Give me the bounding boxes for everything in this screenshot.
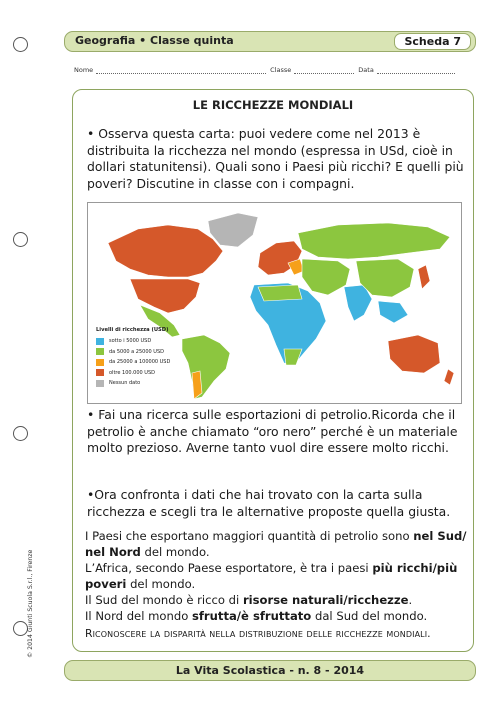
choice-3: risorse naturali/ricchezze [242, 593, 409, 607]
worksheet-title: LE RICCHEZZE MONDIALI [192, 98, 354, 112]
legend-swatch [96, 380, 104, 387]
sentence-2: L’Africa, secondo Paese esportatore, è tra i paesi più ricchi/più poveri del mondo. [85, 561, 458, 591]
copyright-notice: © 2014 Giunti Scuola S.r.l., Firenze [27, 549, 34, 658]
legend-item [96, 336, 170, 347]
choice-2: più ricchi/più poveri [85, 561, 458, 591]
date-label: Data [358, 66, 374, 74]
sentence-4: Il Nord del mondo sfrutta/è sfruttato dal Sud del mondo. [85, 609, 428, 623]
class-field [270, 66, 354, 74]
legend-title: Livelli di ricchezza (USD) [96, 327, 169, 333]
subject-label: Geografia • Classe quinta [75, 34, 234, 47]
legend-label: da 5000 a 25000 USD [109, 348, 164, 355]
legend-item [96, 357, 170, 368]
sheet-badge: Scheda 7 [394, 33, 471, 50]
legend-label: sotto i 5000 USD [109, 338, 152, 345]
binder-hole [13, 426, 28, 441]
legend-swatch [96, 348, 104, 355]
legend-label: Nessun dato [109, 380, 141, 387]
legend-swatch [96, 369, 104, 376]
footer-bar: La Vita Scolastica - n. 8 - 2014 [64, 660, 476, 681]
legend-swatch [96, 338, 104, 345]
legend-label: da 25000 a 100000 USD [109, 359, 171, 366]
legend-label: oltre 100.000 USD [109, 369, 155, 376]
name-field [74, 66, 266, 74]
sentence-3: Il Sud del mondo è ricco di risorse naturali/ricchezze. [85, 593, 413, 607]
class-label: Classe [270, 66, 292, 74]
date-field [358, 66, 455, 74]
binder-hole [13, 232, 28, 247]
worksheet-frame [72, 89, 474, 652]
instruction-2: • Fai una ricerca sulle esportazioni di petrolio.Ricorda che il petrolio è anche chiamato “oro nero” perché è un materiale molto prezioso. Averne tanto vuol dire essere molto ricchi. [87, 407, 458, 455]
legend-item [96, 347, 170, 358]
world-wealth-map [87, 202, 462, 404]
instruction-3: •Ora confronta i dati che hai trovato con la carta sulla ricchezza e scegli tra le alternative proposte quella giusta. [87, 487, 451, 519]
choice-4: sfrutta/è sfruttato [191, 609, 312, 623]
objective-line: Riconoscere la disparità nella distribuzione delle ricchezze mondiali. [85, 627, 431, 640]
name-label: Nome [74, 66, 94, 74]
legend-item [96, 378, 170, 389]
binder-hole [13, 37, 28, 52]
instruction-1: • Osserva questa carta: puoi vedere come nel 2013 è distribuita la ricchezza nel mondo (espressa in USd, cioè in dollari statunitensi). Quali sono i Paesi più ricchi? E quelli più poveri? Discutine in classe con i compagni. [87, 126, 464, 191]
choice-1: nel Sud/ nel Nord [85, 529, 467, 559]
student-fields [74, 66, 472, 74]
binder-hole [13, 621, 28, 636]
map-legend [96, 327, 170, 389]
header-bar [64, 31, 476, 52]
sentence-1: I Paesi che esportano maggiori quantità di petrolio sono nel Sud/ nel Nord del mondo. [85, 529, 467, 559]
legend-swatch [96, 359, 104, 366]
legend-item [96, 368, 170, 379]
